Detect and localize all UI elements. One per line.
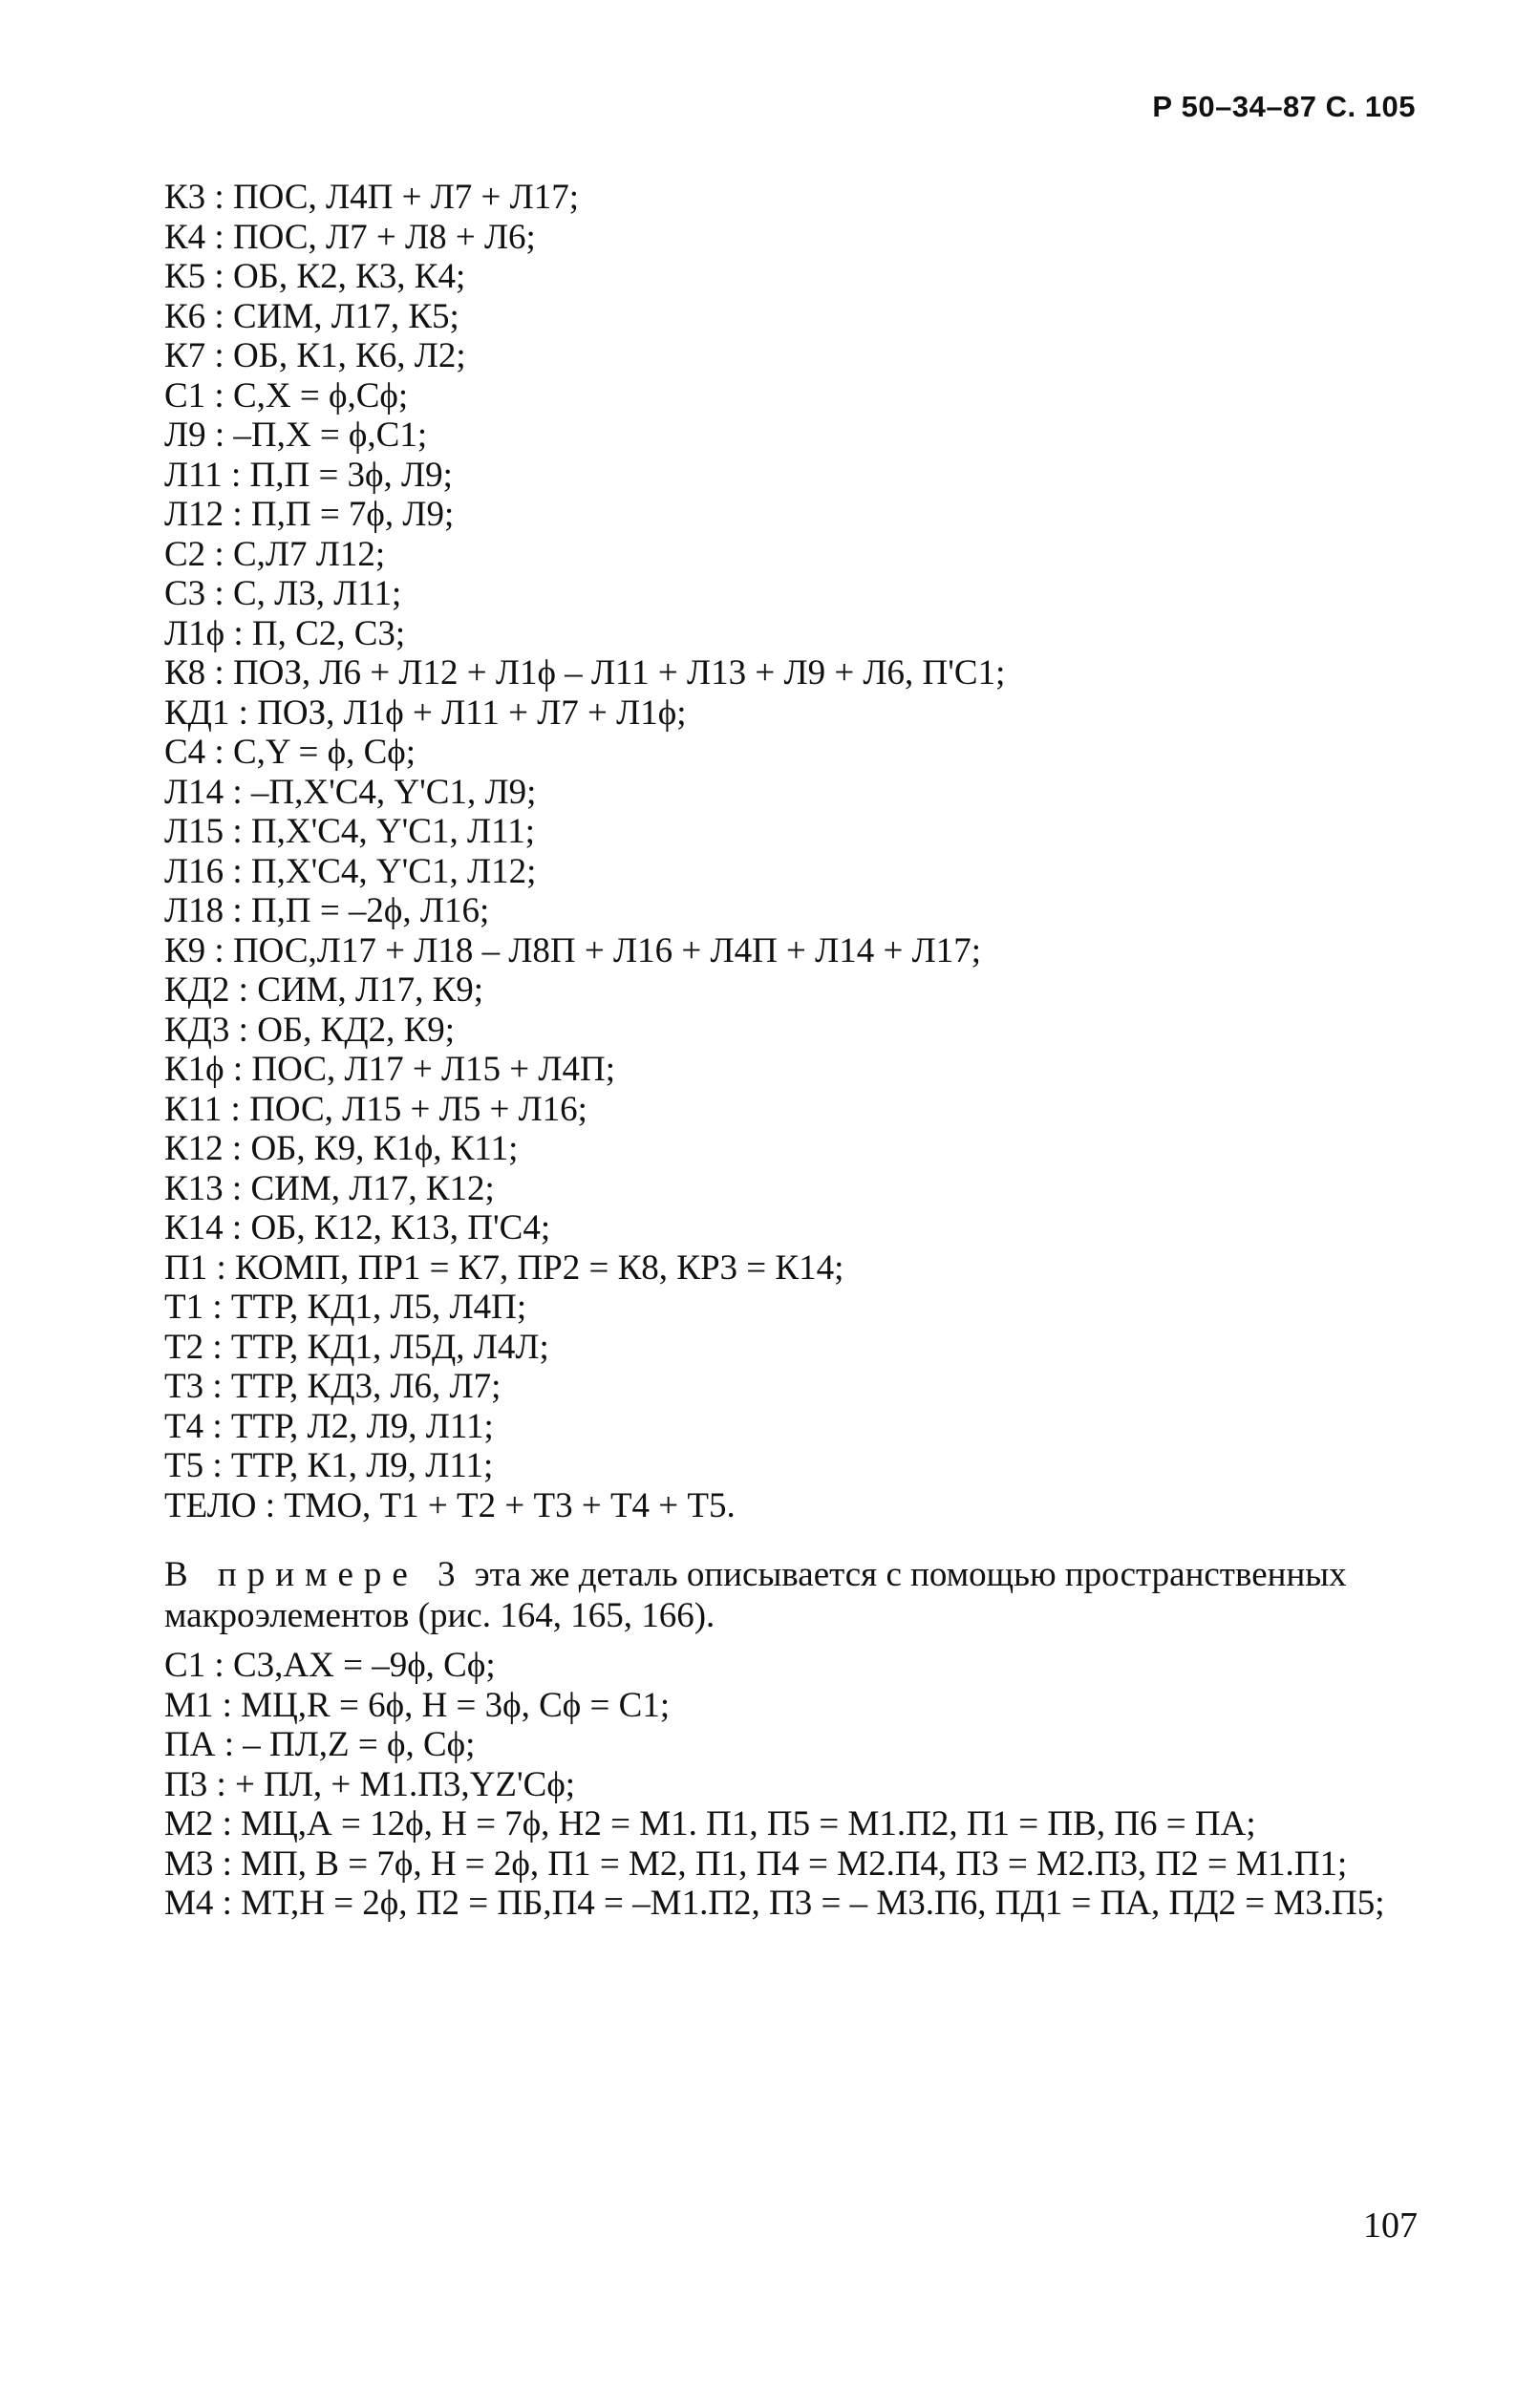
example-lead: В примере 3: [164, 1555, 466, 1594]
definition-line: Т2 : ТТР, КД1, Л5Д, Л4Л;: [164, 1327, 549, 1367]
definition-line: Т5 : ТТР, К1, Л9, Л11;: [164, 1446, 494, 1485]
definition-line: К7 : ОБ, К1, К6, Л2;: [164, 336, 466, 375]
definition-line: П1 : КОМП, ПР1 = К7, ПР2 = К8, КР3 = К14;: [164, 1247, 844, 1288]
spatial-macro-definitions-block: [164, 1646, 1425, 1924]
definition-line: ПА : – ПЛ,Z = ϕ, Сϕ;: [164, 1725, 476, 1764]
definition-line: ТЕЛО : ТМО, Т1 + Т2 + Т3 + Т4 + Т5.: [164, 1485, 736, 1525]
definition-line: Л1ϕ : П, С2, С3;: [164, 613, 406, 653]
definition-line: К11 : ПОС, Л15 + Л5 + Л16;: [164, 1089, 587, 1129]
definition-line: КД3 : ОБ, КД2, К9;: [164, 1010, 456, 1050]
definition-line: Т3 : ТТР, КД3, Л6, Л7;: [164, 1367, 502, 1406]
definition-line: КД2 : СИМ, Л17, К9;: [164, 970, 484, 1010]
definition-line: К6 : СИМ, Л17, К5;: [164, 296, 459, 336]
definition-line: К3 : ПОС, Л4П + Л7 + Л17;: [164, 178, 580, 217]
definition-line: К5 : ОБ, К2, К3, К4;: [164, 257, 466, 296]
definition-line: К1ϕ : ПОС, Л17 + Л15 + Л4П;: [164, 1050, 616, 1089]
definition-line: С1 : С3,АХ = –9ϕ, Сϕ;: [164, 1646, 496, 1685]
definition-line: Л12 : П,П = 7ϕ, Л9;: [164, 495, 455, 534]
definition-line: Л18 : П,П = –2ϕ, Л16;: [164, 891, 490, 930]
definition-line: С2 : С,Л7 Л12;: [164, 534, 386, 574]
definition-line: М4 : МТ,Н = 2ϕ, П2 = ПБ,П4 = –М1.П2, П3 = – М3.П6, ПД1 = ПА, ПД2 = М3.П5;: [164, 1884, 1385, 1923]
definition-line: К13 : СИМ, Л17, К12;: [164, 1168, 495, 1208]
definition-line: Л15 : П,Х'С4, Y'С1, Л11;: [164, 812, 535, 851]
definition-line: М2 : МЦ,А = 12ϕ, Н = 7ϕ, Н2 = М1. П1, П5 = М1.П2, П1 = ПВ, П6 = ПА;: [164, 1804, 1256, 1843]
definition-line: К12 : ОБ, К9, К1ϕ, К11;: [164, 1129, 519, 1168]
definition-line: Л9 : –П,Х = ϕ,С1;: [164, 416, 428, 455]
definition-line: Л16 : П,Х'С4, Y'С1, Л12;: [164, 851, 537, 891]
definition-line: Т4 : ТТР, Л2, Л9, Л11;: [164, 1406, 494, 1446]
macro-definitions-block: [164, 178, 1425, 1525]
definition-line: С3 : С, Л3, Л11;: [164, 574, 402, 613]
definition-line: К4 : ПОС, Л7 + Л8 + Л6;: [164, 217, 536, 257]
definition-line: Л11 : П,П = 3ϕ, Л9;: [164, 455, 453, 495]
definition-line: С1 : С,Х = ϕ,Сϕ;: [164, 375, 409, 416]
definition-line: М3 : МП, В = 7ϕ, Н = 2ϕ, П1 = М2, П1, П4 = М2.П4, П3 = М2.П3, П2 = М1.П1;: [164, 1843, 1348, 1884]
definition-line: П3 : + ПЛ, + М1.П3,YZ'Сϕ;: [164, 1764, 576, 1804]
definition-line: М1 : МЦ,R = 6ϕ, Н = 3ϕ, Сϕ = С1;: [164, 1685, 671, 1725]
definition-line: С4 : С,Y = ϕ, Сϕ;: [164, 733, 416, 772]
definition-line: КД1 : ПОЗ, Л1ϕ + Л11 + Л7 + Л1ϕ;: [164, 693, 687, 733]
example-text: эта же деталь описывается с помощью пространственных макроэлементов (рис. 164, 165, 166).: [164, 1555, 1347, 1635]
definition-line: К14 : ОБ, К12, К13, П'С4;: [164, 1208, 551, 1247]
running-header: Р 50–34–87 С. 105: [1152, 90, 1416, 123]
definition-line: К8 : ПОЗ, Л6 + Л12 + Л1ϕ – Л11 + Л13 + Л9 + Л6, П'С1;: [164, 653, 1006, 693]
page-number: 107: [1363, 2206, 1418, 2246]
example-paragraph: [164, 1554, 1406, 1636]
definition-line: Т1 : ТТР, КД1, Л5, Л4П;: [164, 1288, 527, 1327]
definition-line: Л14 : –П,Х'С4, Y'С1, Л9;: [164, 772, 537, 812]
definition-line: К9 : ПОС,Л17 + Л18 – Л8П + Л16 + Л4П + Л14 + Л17;: [164, 930, 981, 970]
